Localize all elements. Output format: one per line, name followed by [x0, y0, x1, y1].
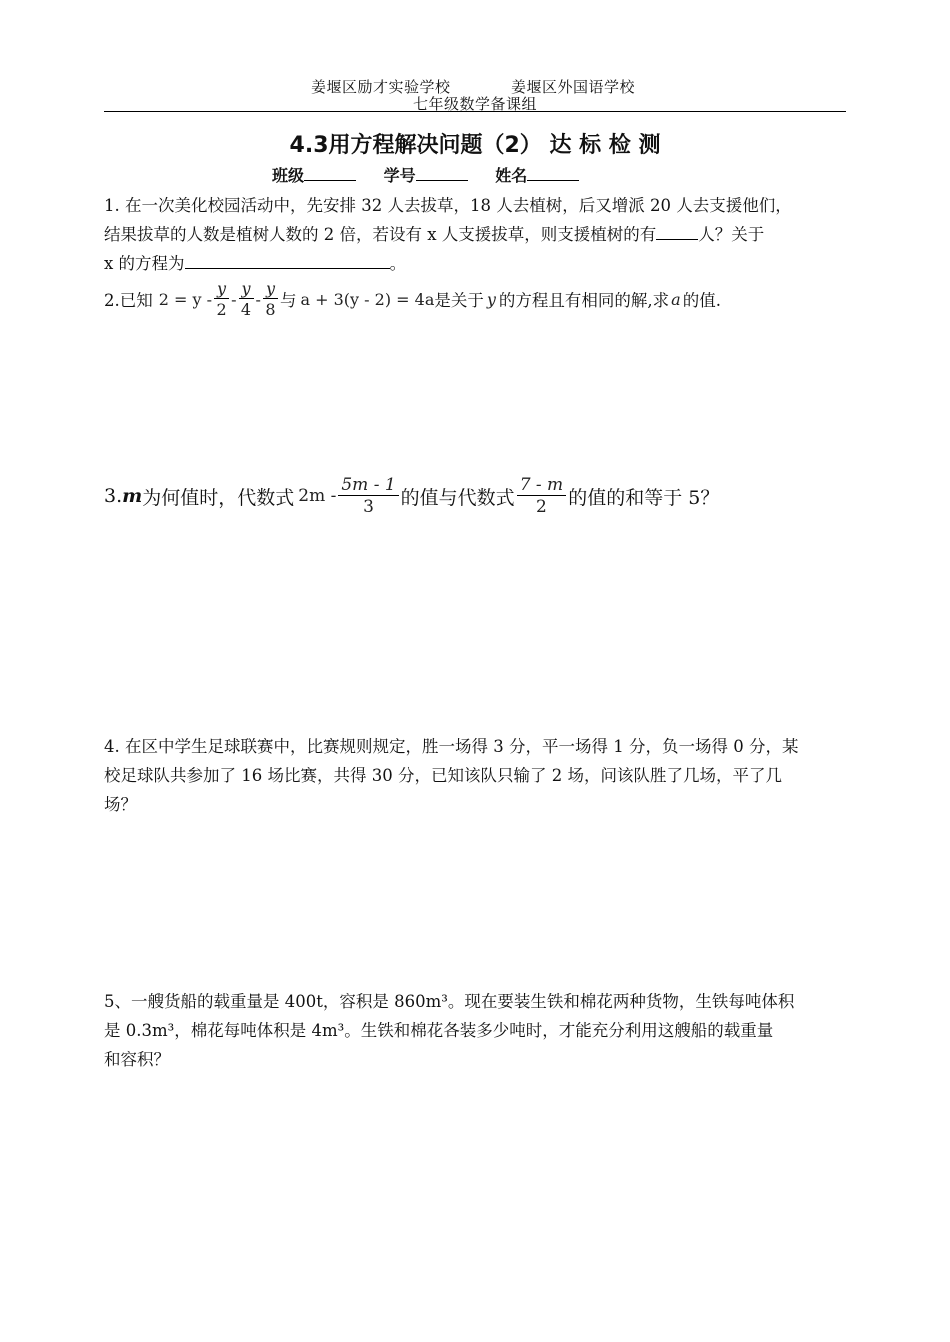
q2-eq-2: a + 3(y - 2) = 4a: [300, 289, 435, 309]
q4-line-2: 校足球队共参加了 16 场比赛，共得 30 分，已知该队只输了 2 场，问该队胜了几场，平了几: [104, 766, 782, 785]
q1-line-3: [104, 250, 406, 274]
q2-eq-left: 2 = y -: [158, 289, 213, 309]
q1-line-3-tail: 。: [389, 254, 407, 273]
q5-line-3: 和容积？: [104, 1050, 170, 1069]
q2-fraction-3: $\frac{y}{8}$: [263, 280, 278, 318]
q3-expr-1: 2m -: [298, 486, 337, 507]
id-blank[interactable]: [416, 179, 468, 181]
q3-fraction-2: $\frac{7 - m}{2}$: [517, 476, 567, 516]
header-divider: [104, 111, 846, 112]
q2-prefix: 2.已知: [104, 291, 153, 311]
q1-answer-blank[interactable]: [656, 238, 698, 240]
q1-line-1: 1. 在一次美化校园活动中，先安排 32 人去拔草，18 人去植树，后又增派 20 人去支援他们，: [104, 196, 792, 215]
header-school-1: 姜堰区励才实验学校: [311, 78, 451, 96]
q5-line-2: 是 0.3m³，棉花每吨体积是 4m³。生铁和棉花各装多少吨时，才能充分利用这艘船的载重量: [104, 1021, 774, 1040]
q3-fraction-1: $\frac{5m - 1}{3}$: [338, 476, 398, 516]
class-label: 班级: [272, 166, 305, 185]
q2-fraction-2: $\frac{y}{4}$: [239, 280, 254, 318]
q5-line-1: 5、一艘货船的载重量是 400t，容积是 860m³。现在要装生铁和棉花两种货物，生铁每吨体积: [104, 992, 795, 1011]
q1-line-2: [104, 221, 764, 245]
q1-line-2-tail: 人？关于: [698, 225, 765, 244]
q3-number: 3.: [104, 485, 123, 508]
q2-suffix-2: 的方程且有相同的解,求: [498, 291, 670, 311]
name-label: 姓名: [495, 166, 528, 185]
q2-var-y: y: [486, 289, 496, 309]
header-group: 七年级数学备课组: [413, 95, 538, 113]
q2-connector: 与: [280, 291, 297, 311]
q2-suffix-3: 的值.: [682, 291, 721, 311]
q2-suffix-1: 是关于: [434, 291, 484, 311]
q3-text-1: 为何值时，代数式: [142, 486, 295, 509]
q3-var-m: m: [122, 485, 143, 508]
q3-line: [104, 476, 719, 516]
q3-text-3: 的值的和等于 5？: [568, 486, 720, 509]
q1-line-2-text: 结果拔草的人数是植树人数的 2 倍，若设有 x 人支援拔草，则支援植树的有: [104, 225, 657, 244]
class-blank[interactable]: [304, 179, 356, 181]
student-info: [272, 163, 579, 186]
header-school-2: 姜堰区外国语学校: [511, 78, 636, 96]
name-blank[interactable]: [527, 179, 579, 181]
q1-equation-blank[interactable]: [185, 267, 390, 269]
id-label: 学号: [383, 166, 416, 185]
q2-fraction-1: $\frac{y}{2}$: [214, 280, 229, 318]
q2-line: 2.已知 2 = y - $\frac{y}{2}$ - $\frac{y}{4}$ - $\frac{y}{8}$ 与 a + 3(y - 2) = 4a 是关于 y 的方程且有相同的解,求 a 的值.: [104, 279, 721, 319]
q4-line-3: 场？: [104, 795, 137, 814]
page-title: 4.3用方程解决问题（2） 达 标 检 测: [289, 133, 661, 158]
q1-equation-label: x 的方程为: [104, 254, 185, 273]
q3-text-2: 的值与代数式: [400, 486, 515, 509]
q2-var-a: a: [671, 289, 681, 309]
q4-line-1: 4. 在区中学生足球联赛中，比赛规则规定，胜一场得 3 分，平一场得 1 分，负一场得 0 分，某: [104, 737, 799, 756]
